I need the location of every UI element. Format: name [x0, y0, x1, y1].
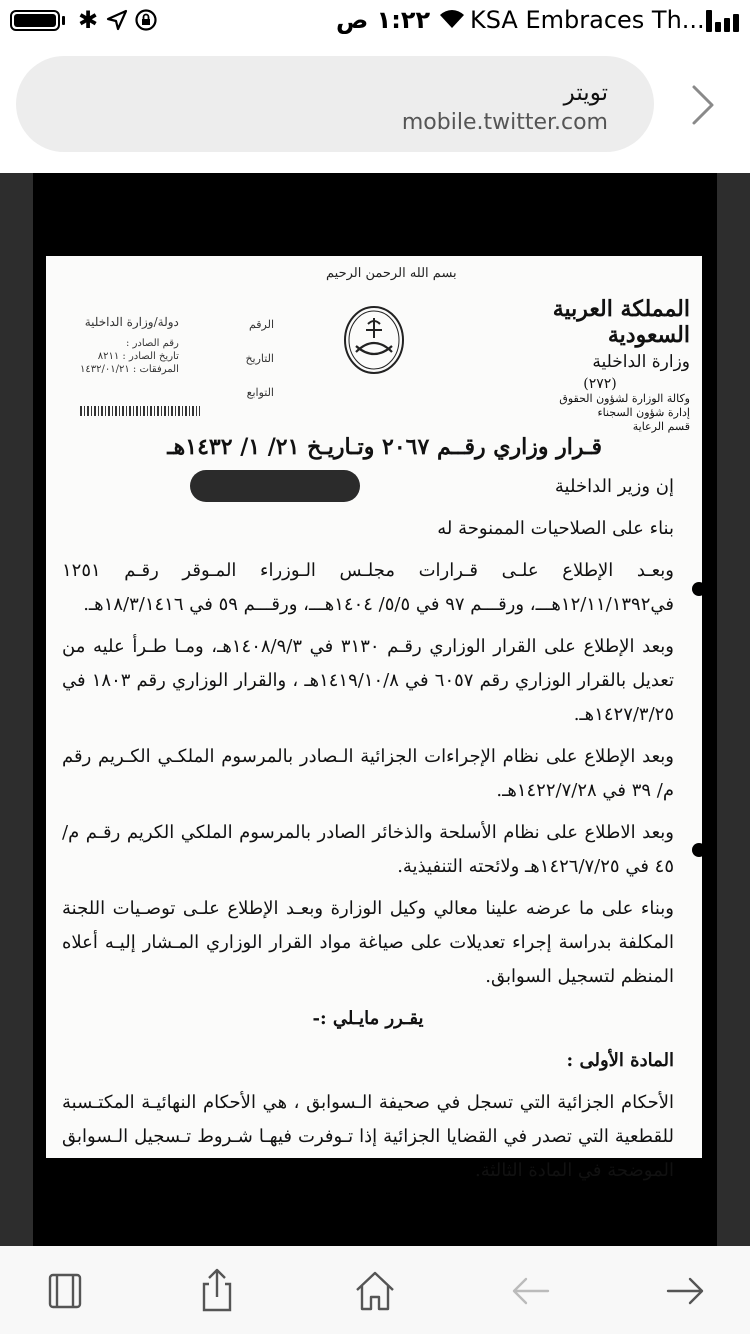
paragraph: الأحكام الجزائية التي تسجل في صحيفة الـسوابق ، هي الأحكام النهائيـة المكتـسبة للقطعية التي تصدر في القضايا الجزائية إذا تـوفرت فيهـا شـروط تـسجيل الـسوابق الموضحة في المادة الثالثة.: [62, 1092, 674, 1181]
decree-title: قـرار وزاري رقــم ٢٠٦٧ وتـاريـخ ٢١/ ١/ ١٤٣٢هـ: [167, 434, 602, 460]
carrier-name: KSA Embraces Th...: [470, 6, 705, 34]
letterhead: [510, 296, 690, 434]
basmala: بسم الله الرحمن الرحيم: [326, 266, 457, 281]
location-icon: [106, 9, 128, 31]
saudi-emblem-icon: [342, 304, 406, 376]
punch-hole: [692, 582, 706, 596]
chevron-right-icon[interactable]: [690, 84, 716, 126]
department-line: قسم الرعاية: [632, 420, 690, 433]
ministry-name: وزارة الداخلية: [592, 352, 690, 372]
paragraph: وبعد الإطلاع على القرار الوزاري رقـم ٣١٣٠ في ١٤٠٨/٩/٣هـ، ومـا طـرأ عليه من تعديل بالقرار الوزاري رقم ٦٠٥٧ في ١٤١٩/١٠/٨هـ ، والقرار الوزاري رقم ١٨٠٣ في ١٤٢٧/٣/٢٥هـ.: [62, 636, 674, 725]
wifi-icon: [438, 8, 466, 30]
address-bar[interactable]: [16, 56, 654, 152]
kingdom-name: المملكة العربية السعودية: [552, 296, 690, 348]
paragraph: وبعـد الإطلاع علـى قـرارات مجلـس الـوزراء المـوقر رقـم ١٢٥١ في١٢/١١/١٣٩٢هـــ، ورقـــم ٩٧ في ٥/٥/ ١٤٠٤هـــ، ورقـــم ٥٩ في ١٨/٣/١٤١٦هـ.: [62, 560, 674, 615]
ministry-number: (٢٧٢): [583, 376, 617, 392]
viewer-edge-left: [0, 173, 33, 1246]
signal-icon: [706, 10, 740, 32]
back-arrow-icon[interactable]: [506, 1266, 556, 1316]
meta-labels: الرقم التاريخ التوابع: [245, 318, 274, 399]
tabs-icon[interactable]: [40, 1266, 90, 1316]
paragraph: وبعد الإطلاع على نظام الإجراءات الجزائية الـصادر بالمرسوم الملكـي الكـريم رقم م/ ٣٩ في ١٤٢٢/٧/٢٨هـ.: [62, 746, 674, 801]
share-icon[interactable]: [192, 1266, 242, 1316]
clock: ١:٢٢ ص: [336, 6, 431, 34]
status-bar: [0, 0, 750, 40]
paragraph: إن وزير الداخلية: [554, 476, 674, 497]
page-title: تويتر: [563, 80, 608, 106]
document-image[interactable]: [46, 256, 702, 1181]
article-heading: المادة الأولى :: [566, 1050, 674, 1071]
barcode: [80, 406, 200, 416]
decision-heading: يقـرر مايـلي :-: [312, 1008, 424, 1029]
department-line: وكالة الوزارة لشؤون الحقوق: [559, 392, 690, 405]
paragraph: بناء على الصلاحيات الممنوحة له: [437, 518, 674, 539]
home-icon[interactable]: [350, 1266, 400, 1316]
document-body: [62, 470, 674, 1196]
reference-block: دولة/وزارة الداخلية رقم الصادر : تاريخ الصادر : ٨٢١١ المرفقات : ١٤٣٢/٠١/٢١: [80, 315, 179, 375]
battery-cap: [62, 16, 65, 25]
page-url: mobile.twitter.com: [401, 110, 608, 135]
viewer-edge-right: [717, 173, 750, 1246]
bottom-toolbar: [0, 1246, 750, 1334]
bluetooth-icon: ✱: [78, 6, 99, 34]
paragraph: وبعد الاطلاع على نظام الأسلحة والذخائر الصادر بالمرسوم الملكي الكريم رقـم م/٤٥ في ١٤٢٦/٧/٢٥هـ ولائحته التنفيذية.: [62, 822, 674, 877]
punch-hole: [692, 843, 706, 857]
paragraph: وبناء على ما عرضه علينا معالي وكيل الوزارة وبعـد الإطلاع علـى توصـيات اللجنة المكلفة بدراسة إجراء تعديلات على صياغة مواد القرار الوزاري المـشار إليـه أعلاه المنظم لتسجيل السوابق.: [62, 898, 674, 987]
battery-icon: [10, 10, 60, 31]
rotation-lock-icon: [134, 8, 158, 32]
department-line: إدارة شؤون السجناء: [597, 406, 690, 419]
forward-arrow-icon[interactable]: [660, 1266, 710, 1316]
